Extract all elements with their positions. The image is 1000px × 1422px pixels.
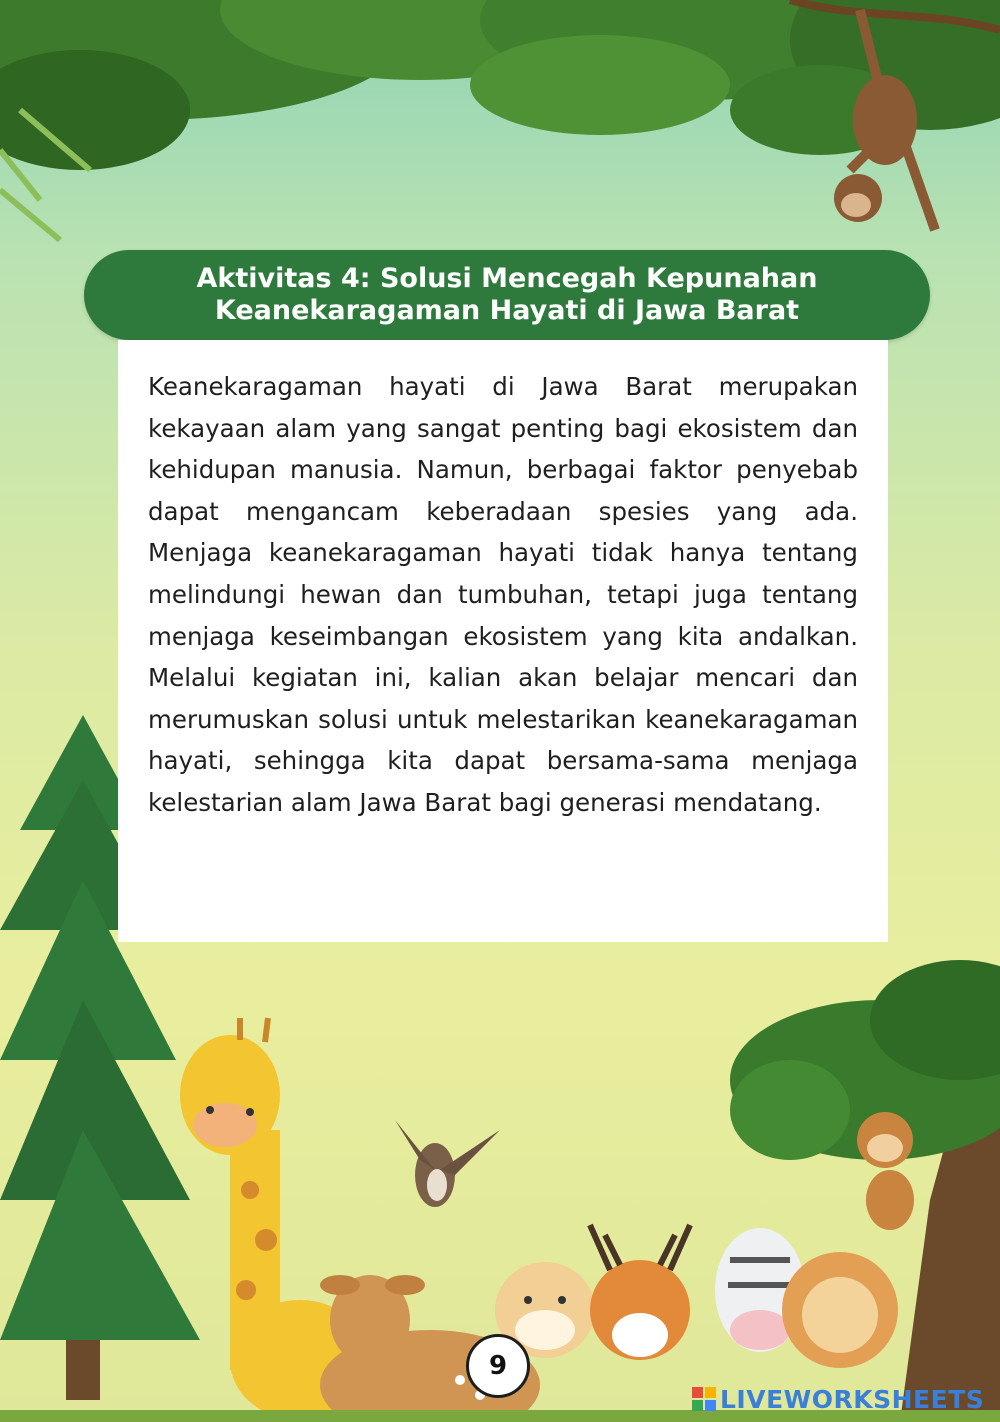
activity-title-line-2: Keanekaragaman Hayati di Jawa Barat — [214, 295, 800, 326]
lion-icon — [782, 1252, 898, 1368]
reindeer-icon — [590, 1225, 690, 1360]
watermark-text: LIVEWORKSHEETS — [720, 1384, 985, 1414]
content-card — [118, 340, 888, 942]
activity-title-line-1: Aktivitas 4: Solusi Mencegah Kepunahan — [196, 263, 818, 294]
body-paragraph: Keanekaragaman hayati di Jawa Barat merupakan kekayaan alam yang sangat penting bagi ekosistem dan kehidupan manusia. Namun, berbagai faktor penyebab dapat mengancam keberadaan spesies yang ada. Menjaga keanekaragaman hayati tidak hanya tentang melindungi hewan dan tumbuhan, tetapi juga tentang menjaga keseimbangan ekosistem yang kita andalkan. Melalui kegiatan ini, kalian akan belajar mencari dan merumuskan solusi untuk melestarikan keanekaragaman hayati, sehingga kita dapat bersama-sama menjaga kelestarian alam Jawa Barat bagi generasi mendatang. — [148, 372, 858, 817]
sitting-monkey-icon — [857, 1112, 914, 1230]
liveworksheets-watermark — [692, 1384, 984, 1414]
activity-title-banner — [84, 250, 930, 340]
flying-bird-icon — [395, 1120, 500, 1207]
liveworksheets-logo-icon — [692, 1387, 716, 1411]
page-number: 9 — [466, 1334, 530, 1398]
